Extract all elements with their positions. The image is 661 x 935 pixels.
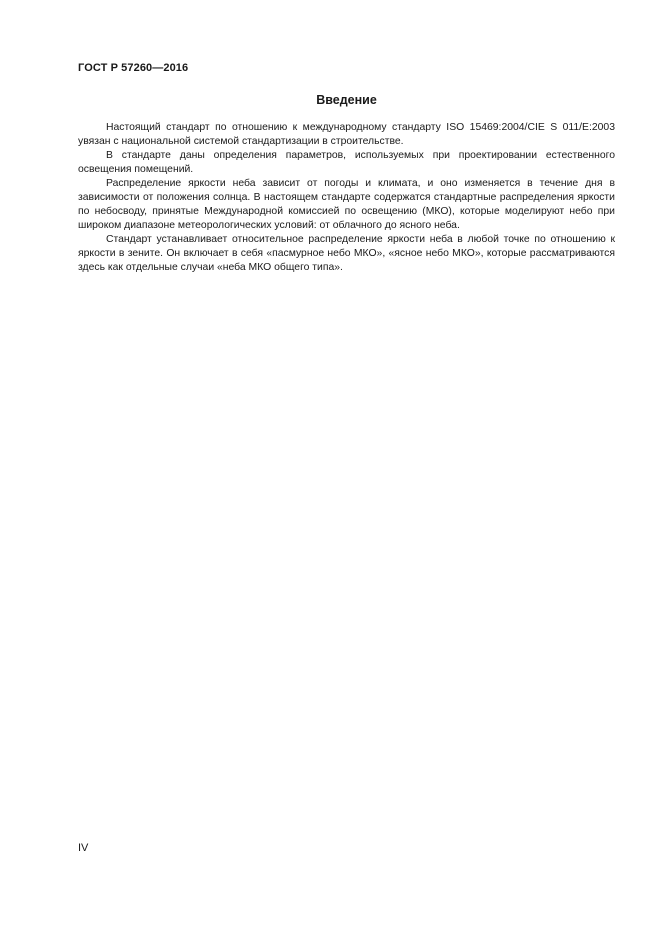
section-body [78, 121, 615, 275]
paragraph: Настоящий стандарт по отношению к международному стандарту ISO 15469:2004/CIE S 011/E:2003 увязан с национальной системой стандартизации в строительстве. [78, 122, 615, 147]
section-title: Введение [316, 93, 377, 107]
paragraph: Распределение яркости неба зависит от погоды и климата, и оно изменяется в течение дня в зависимости от положения солнца. В настоящем стандарте содержатся стандартные распределения яркости по небосводу, принятые Международной комиссией по освещению (МКО), которые моделируют небо при широком диапазоне метеорологических условий: от облачного до ясного неба. [78, 178, 615, 231]
page-number: IV [78, 842, 89, 854]
document-header-id: ГОСТ Р 57260—2016 [78, 62, 189, 74]
paragraph: Стандарт устанавливает относительное распределение яркости неба в любой точке по отношению к яркости в зените. Он включает в себя «пасмурное небо МКО», «ясное небо МКО», которые рассматриваются здесь как отдельные случаи «неба МКО общего типа». [78, 234, 615, 273]
paragraph: В стандарте даны определения параметров, используемых при проектировании естественного освещения помещений. [78, 150, 615, 175]
